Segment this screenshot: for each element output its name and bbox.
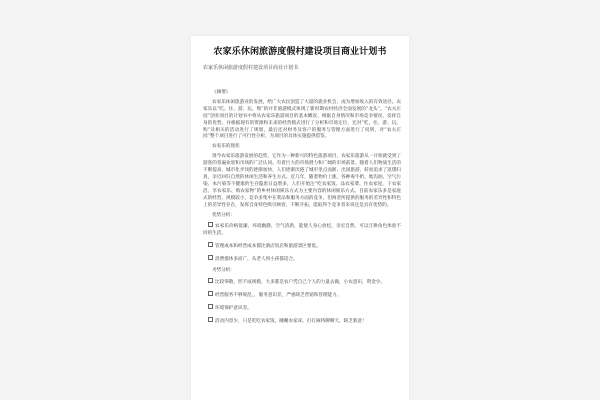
status-heading: 农家乐的现状 — [212, 144, 240, 150]
abstract-paragraph: 农家乐休闲旅游业的发展，给广大农民创造了大量的就业机会，成为增加收入的有效途径。农家乐以“吃、住、游、玩、购”的并非旅游模式体现了新时期农村经济全面发展的“龙头”。“农夫庄园”创业项目的计划书中将从农家乐旅游项目的基本概况、根据自身情况和市场竞争情况，发挥自身的优势，并根据现有的资源和未来的经营模式进行了分析和市场定位，还对“吃、住、游、玩、购”及相关的活动进行了规划，最后还对财务及客户的服务与管理方面进行了说明，对“农夫庄园”整个项目进行了可行性分析，为项目的具体实施提供借鉴。 — [203, 99, 401, 140]
document-page — [191, 36, 409, 400]
checkbox-icon — [208, 255, 213, 260]
document-subtitle: 农家乐休闲旅游度假村建设项目商业计划书 — [203, 65, 299, 71]
document-title: 农家乐休闲旅游度假村建设项目商业计划书 — [213, 47, 387, 57]
checkbox-icon — [208, 317, 213, 322]
checkbox-icon — [208, 304, 213, 309]
checkbox-icon — [208, 242, 213, 247]
checkbox-icon — [208, 278, 213, 283]
disadvantage-item: 环境保护意识差。 — [203, 304, 401, 313]
checkbox-icon — [208, 222, 213, 227]
checkbox-icon — [208, 291, 213, 296]
advantage-item: 管理成本和经营成本都比酒店饭店和旅游景区要低。 — [203, 242, 401, 251]
advantage-item: 农家乐价格低廉，环境幽静，空气清新，能使人身心放松，亲近自然，可以互换角色体验不同的生活。 — [203, 224, 401, 237]
advantage-heading: 优势分析： — [212, 212, 235, 218]
disadvantage-heading: 劣势分析： — [212, 268, 235, 274]
abstract-heading: 《摘要》 — [212, 90, 231, 95]
disadvantage-item: 比较零散，形不成规模，大多都是农户凭自己个人的力量去做，小农意识，资金少。 — [203, 278, 401, 287]
status-paragraph: 现今农家乐旅游发展的趋势，它作为一种新兴的特色旅游项目，农家乐旅游从一开始就受到了游客的普遍欢迎和市场的广泛认同。有着巨大的市场潜力和广阔的市场前景。随着人们物质生活的不断提高，城市化步伐的逐渐加快，人们逐渐厌倦了城市里点面浙、出国旅游，转而追求了返璞归真，亲近回归自然的休闲生活和养生方式。近几年，随着物价上涨，各种毒牛奶、地沟油、空气污染、本污染等不健康的生存隐患日益增多，人们开始注“吃农家饭、品农家菜、住农家屋，干农家活、享农家乐、购农家物”的乡村休闲娱乐方式为主要内容的休闲娱乐方式。目前农家乐多是家庭式的经营，规模较小，竞争多集中在菜品和服务方面的竞争，但两者所提供的服务的差异性和特色上的差异性存在，发挥自身特色吸引顾客，不断开拓，能取得个竞争者来说还是具有优势的。 — [203, 154, 401, 208]
document-body — [203, 90, 401, 330]
advantage-item: 消费群体多而广，从老人到小孩都适合。 — [203, 255, 401, 264]
disadvantage-item: 活动内容少，只是吃吃农家饭，睡睡农家床，打打麻将聊聊天，缺乏新意！ — [203, 317, 401, 326]
disadvantage-item: 经营服务不够规范，，服务意识差，严重缺乏营销和管理能力。 — [203, 291, 401, 300]
